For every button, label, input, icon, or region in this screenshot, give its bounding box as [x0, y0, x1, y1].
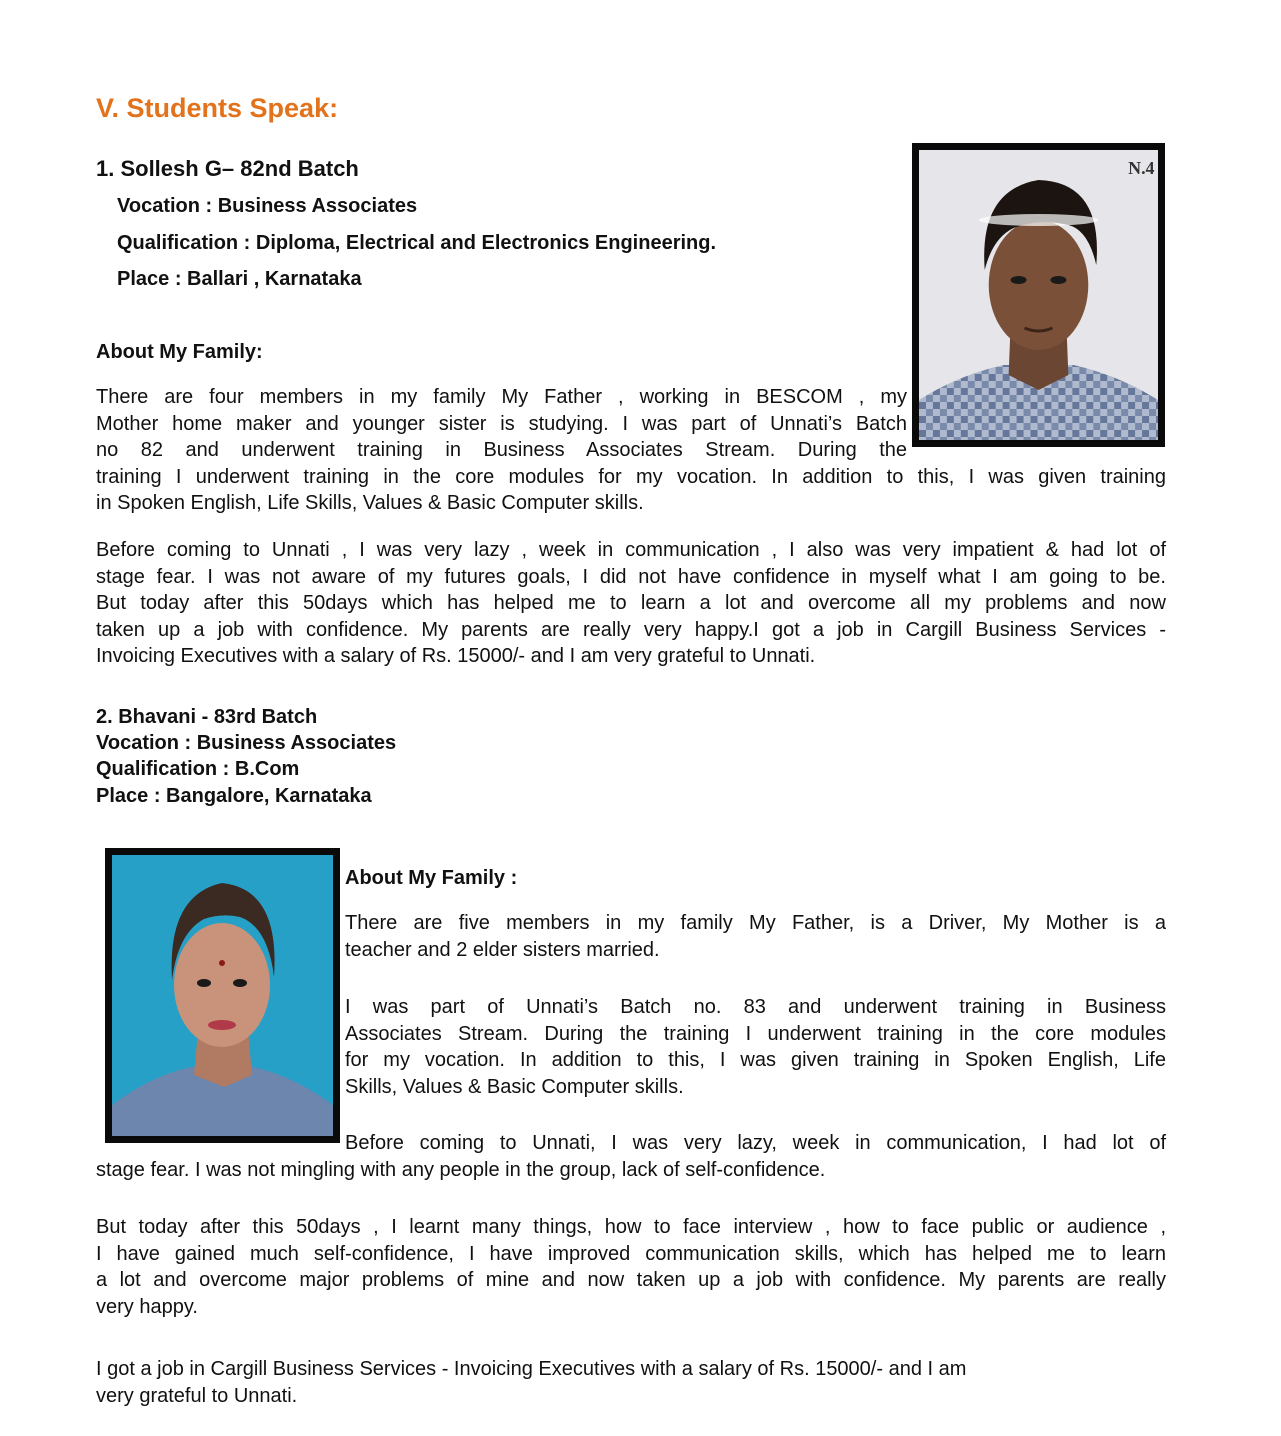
- student1-para2: [96, 537, 1166, 670]
- student2-para3b: [96, 1157, 1166, 1184]
- text-line: stage fear. I was not mingling with any people in the group, lack of self-confidence.: [96, 1159, 826, 1181]
- text-line: Before coming to Unnati, I was very lazy, week in communication, I had lot of: [345, 1132, 1166, 1154]
- text-line: stage fear. I was not aware of my futures goals, I did not have confidence in myself what I am going to be.: [96, 565, 1166, 588]
- student2-para4: [96, 1214, 1166, 1320]
- section-title: V. Students Speak:: [96, 93, 339, 123]
- text-line: But today after this 50days , I learnt many things, how to face interview , how to face public or audience ,: [96, 1216, 1166, 1238]
- text-line: for my vocation. In addition to this, I was given training in Spoken English, Life: [345, 1049, 1166, 1071]
- photo-tag: N.4: [1128, 157, 1155, 179]
- text-line: training I underwent training in the core modules for my vocation. In addition to this, I was given training: [96, 465, 1166, 488]
- text-line: Skills, Values & Basic Computer skills.: [345, 1075, 684, 1098]
- text-line: I have gained much self-confidence, I have improved communication skills, which has helped me to learn: [96, 1242, 1166, 1265]
- student1-name: 1. Sollesh G– 82nd Batch: [96, 156, 359, 181]
- text-line: Mother home maker and younger sister is studying. I was part of Unnati’s Batch: [96, 412, 907, 435]
- text-line: I got a job in Cargill Business Services - Invoicing Executives with a salary of Rs. 15000/- and I am: [96, 1358, 967, 1380]
- text-line: But today after this 50days which has helped me to learn a lot and overcome all my problems and now: [96, 592, 1166, 614]
- student2-photo: [105, 848, 340, 1143]
- text-line: I was part of Unnati’s Batch no. 83 and underwent training in Business: [345, 996, 1166, 1018]
- text-line: Invoicing Executives with a salary of Rs. 15000/- and I am very grateful to Unnati.: [96, 645, 816, 667]
- student1-para1: [96, 384, 1166, 517]
- student1-vocation: Vocation : Business Associates: [117, 195, 418, 217]
- text-line: There are five members in my family My Father, is a Driver, My Mother is a: [345, 912, 1166, 934]
- text-line: very grateful to Unnati.: [96, 1384, 298, 1407]
- student1-qualification: Qualification : Diploma, Electrical and Electronics Engineering.: [117, 232, 717, 254]
- text-line: no 82 and underwent training in Business Associates Stream. During the: [96, 439, 907, 461]
- text-line: in Spoken English, Life Skills, Values & Basic Computer skills.: [96, 492, 644, 514]
- student2-para3a: [345, 1130, 1166, 1157]
- student1-place: Place : Ballari , Karnataka: [117, 268, 362, 290]
- student2-about-heading: About My Family :: [345, 867, 518, 889]
- student1-about-heading: About My Family:: [96, 341, 263, 363]
- text-line: teacher and 2 elder sisters married.: [345, 938, 660, 961]
- text-line: very happy.: [96, 1295, 198, 1318]
- student2-para2: [345, 994, 1166, 1100]
- text-line: a lot and overcome major problems of mine and now taken up a job with confidence. My parents are really: [96, 1269, 1166, 1291]
- student2-para1: [345, 910, 1166, 963]
- student2-place: Place : Bangalore, Karnataka: [96, 785, 372, 807]
- text-line: Associates Stream. During the training I underwent training in the core modules: [345, 1022, 1166, 1045]
- student2-qualification: Qualification : B.Com: [96, 758, 300, 780]
- student2-para5: [96, 1356, 1166, 1409]
- student2-vocation: Vocation : Business Associates: [96, 732, 397, 754]
- text-line: taken up a job with confidence. My parents are really very happy.I got a job in Cargill Business Services -: [96, 618, 1166, 641]
- text-line: There are four members in my family My Father , working in BESCOM , my: [96, 386, 907, 408]
- student2-name: 2. Bhavani - 83rd Batch: [96, 706, 318, 728]
- text-line: Before coming to Unnati , I was very lazy , week in communication , I also was very impatient & had lot of: [96, 539, 1166, 561]
